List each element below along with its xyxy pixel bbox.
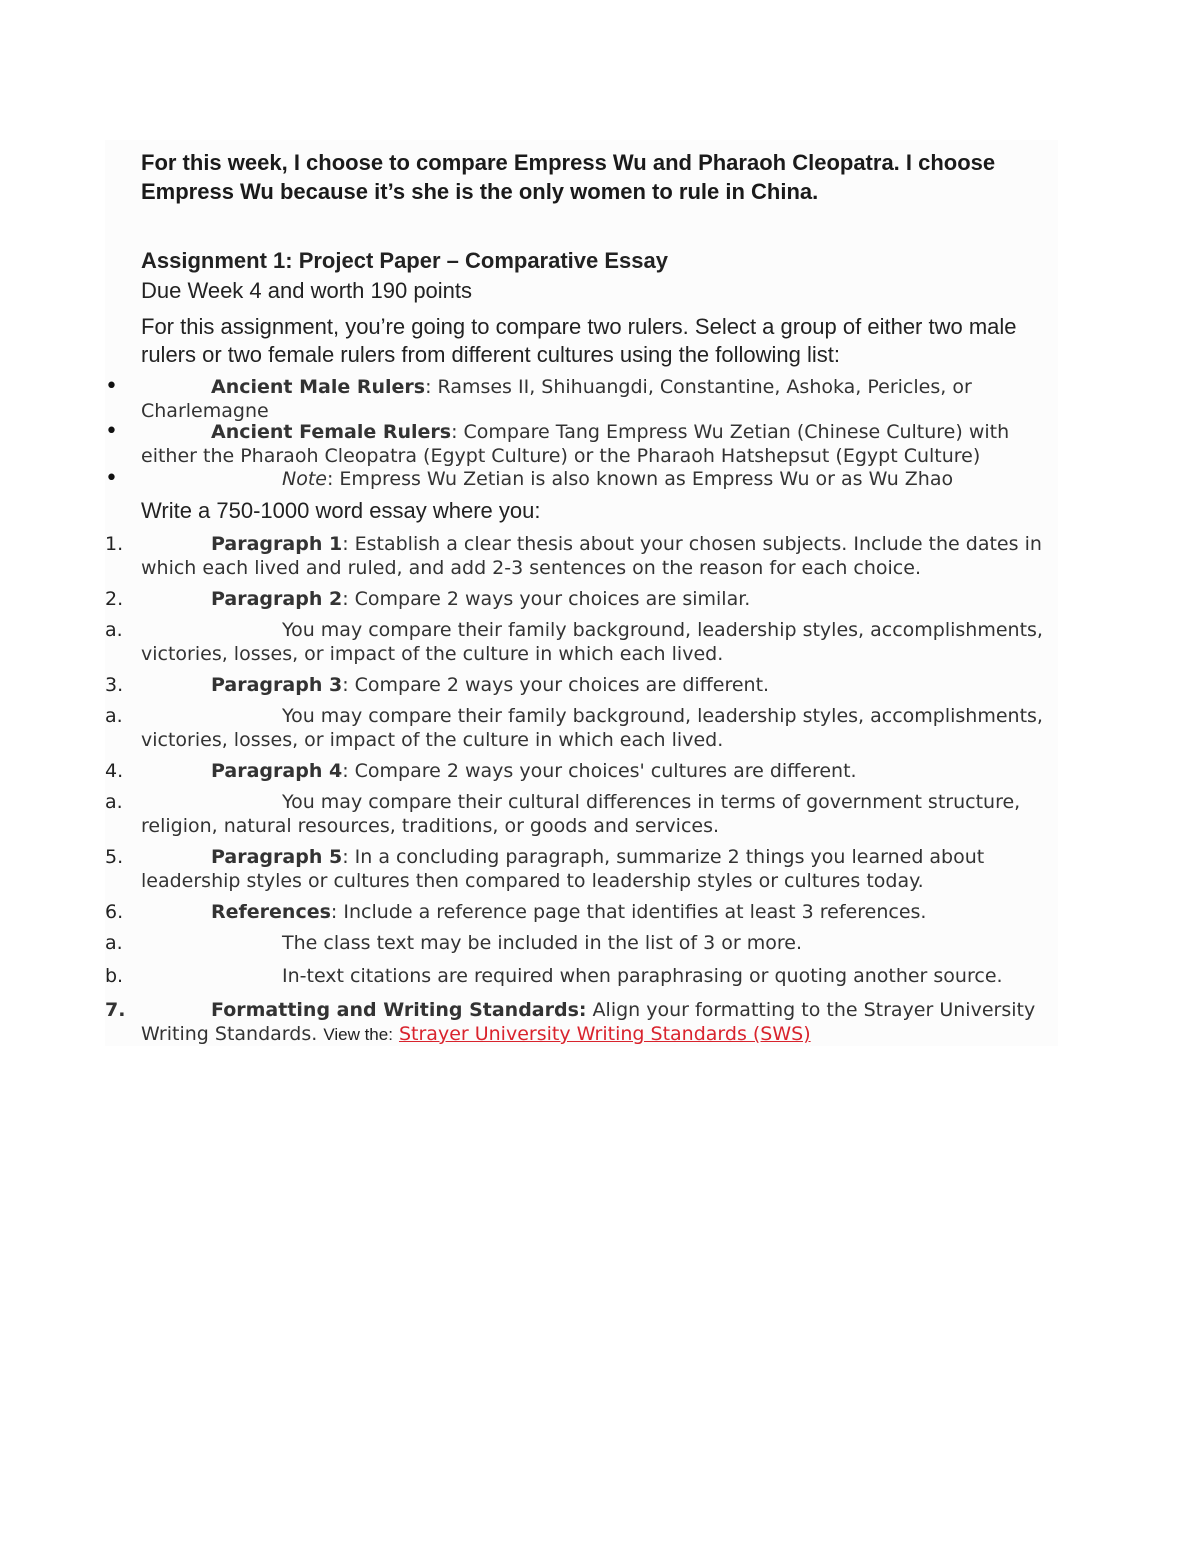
list-subitem: [105, 618, 1056, 666]
item-text: You may compare their family background, leadership styles, accomplishments, victories, losses, or impact of the culture in which each lived.: [141, 705, 1043, 751]
list-item-note: [105, 466, 1056, 491]
list-marker: 1.: [105, 533, 124, 555]
list-item-paragraph-4: [105, 759, 1056, 783]
list-subitem: [105, 790, 1056, 838]
list-marker: 4.: [105, 760, 124, 782]
bullet-icon: •: [105, 466, 118, 491]
item-label: Paragraph 5: [211, 846, 343, 868]
list-marker: 6.: [105, 901, 124, 923]
write-instructions: Write a 750-1000 word essay where you:: [141, 498, 541, 523]
list-marker: 7.: [105, 999, 126, 1021]
list-marker: a.: [105, 619, 123, 641]
item-text: You may compare their cultural differences in terms of government structure, religion, natural resources, traditions, or goods and services.: [141, 791, 1021, 837]
item-label: Ancient Male Rulers: [211, 376, 426, 398]
item-label: Formatting and Writing Standards:: [211, 999, 587, 1021]
list-item-paragraph-5: [105, 845, 1056, 893]
intro-paragraph: For this week, I choose to compare Empress Wu and Pharaoh Cleopatra. I choose Empress Wu because it’s she is the only women to rule in China.: [141, 150, 996, 204]
item-label: Paragraph 4: [211, 760, 343, 782]
list-subitem: [105, 931, 1056, 955]
list-item-paragraph-2: [105, 587, 1056, 611]
list-item-female-rulers: [105, 419, 1056, 468]
list-subitem: [105, 964, 1056, 988]
item-text: : Include a reference page that identifies at least 3 references.: [330, 901, 927, 923]
sws-link[interactable]: Strayer University Writing Standards (SWS): [398, 1023, 811, 1045]
list-item-paragraph-1: [105, 532, 1056, 580]
item-text: : Compare Tang Empress Wu Zetian (Chinese Culture) with either the Pharaoh Cleopatra (Egypt Culture) or the Pharaoh Hatshepsut (Egypt Culture): [141, 421, 1010, 467]
list-marker: 5.: [105, 846, 124, 868]
assignment-title: Assignment 1: Project Paper – Comparative Essay: [141, 248, 668, 273]
item-label: Paragraph 3: [211, 674, 343, 696]
item-text: In-text citations are required when paraphrasing or quoting another source.: [282, 965, 1003, 987]
list-subitem: [105, 704, 1056, 752]
item-text: : Empress Wu Zetian is also known as Empress Wu or as Wu Zhao: [326, 468, 954, 490]
bullet-icon: •: [105, 419, 118, 444]
item-label: References: [211, 901, 331, 923]
list-marker: b.: [105, 965, 124, 987]
item-label: Paragraph 1: [211, 533, 343, 555]
list-item-references: [105, 900, 1056, 924]
list-marker: 3.: [105, 674, 124, 696]
bullet-icon: •: [105, 374, 118, 399]
due-line: Due Week 4 and worth 190 points: [141, 278, 473, 303]
list-marker: 2.: [105, 588, 124, 610]
list-item-paragraph-3: [105, 673, 1056, 697]
item-text: You may compare their family background, leadership styles, accomplishments, victories, losses, or impact of the culture in which each lived.: [141, 619, 1043, 665]
item-label: Ancient Female Rulers: [211, 421, 452, 443]
list-marker: a.: [105, 791, 123, 813]
item-text: : Establish a clear thesis about your chosen subjects. Include the dates in which each lived and ruled, and add 2-3 sentences on the reason for each choice.: [141, 533, 1042, 579]
list-marker: a.: [105, 932, 123, 954]
list-item-male-rulers: [105, 374, 1056, 423]
item-text: : Compare 2 ways your choices are different.: [342, 674, 770, 696]
assignment-description: For this assignment, you’re going to compare two rulers. Select a group of either two male rulers or two female rulers from different cultures using the following list:: [141, 314, 1017, 367]
item-text: : Compare 2 ways your choices are similar.: [342, 588, 751, 610]
item-text: The class text may be included in the list of 3 or more.: [282, 932, 803, 954]
item-label: Note: [282, 468, 327, 490]
item-text: Align your formatting to the Strayer University Writing Standards.: [141, 999, 1036, 1045]
list-item-formatting: [105, 998, 1056, 1047]
item-text: : Ramses II, Shihuangdi, Constantine, Ashoka, Pericles, or Charlemagne: [141, 376, 972, 422]
item-label: Paragraph 2: [211, 588, 343, 610]
view-label: View the:: [323, 1025, 393, 1044]
list-marker: a.: [105, 705, 123, 727]
item-text: : Compare 2 ways your choices' cultures are different.: [342, 760, 857, 782]
item-text: : In a concluding paragraph, summarize 2 things you learned about leadership styles or cultures then compared to leadership styles or cultures today.: [141, 846, 985, 892]
